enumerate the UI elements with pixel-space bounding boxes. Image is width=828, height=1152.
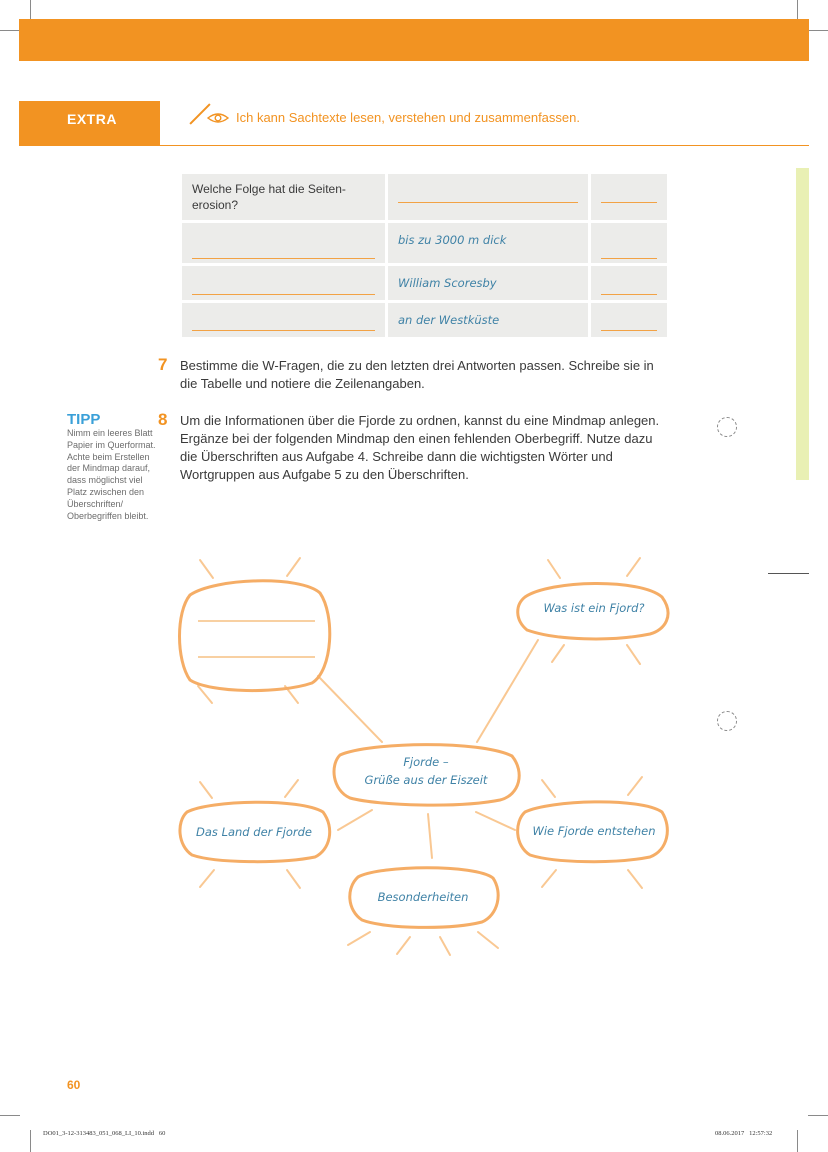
mindmap-label-entstehen: Wie Fjorde entstehen xyxy=(532,824,656,838)
mindmap-label-fjord: Was ist ein Fjord? xyxy=(543,601,645,615)
mindmap-node-empty xyxy=(180,581,330,691)
mindmap-label-land: Das Land der Fjorde xyxy=(196,825,312,839)
learning-objective: Ich kann Sachtexte lesen, verstehen und zusammenfassen. xyxy=(236,110,580,125)
mindmap-label-besonderheiten: Besonderheiten xyxy=(377,890,469,904)
tipp-heading: TIPP xyxy=(67,411,101,428)
footer-file-info: DO01_3-12-313483_051_068_LI_10.indd 60 xyxy=(43,1130,166,1137)
extra-tab-label: EXTRA xyxy=(67,111,117,127)
mindmap-label-center-2: Grüße aus der Eiszeit xyxy=(364,773,488,787)
task-number: 8 xyxy=(158,410,168,429)
mindmap-connector xyxy=(428,814,432,858)
mindmap-connector xyxy=(477,640,538,742)
footer-timestamp: 08.06.2017 12:57:32 xyxy=(715,1130,773,1137)
task-number: 7 xyxy=(158,355,168,374)
mindmap-label-center-1: Fjorde – xyxy=(403,755,449,769)
mindmap-connector xyxy=(338,810,372,830)
table-answer: William Scoresby xyxy=(398,276,497,290)
table-question: Welche Folge hat die Seiten- erosion? xyxy=(192,182,346,212)
mindmap-connector xyxy=(318,676,382,742)
task-text: Um die Informationen über die Fjorde zu ordnen, kannst du eine Mindmap anlegen. Ergänze bei der folgenden Mindmap den einen fehlenden Oberbegriff. Nutze dazu die Überschriften aus Aufgabe 4. Schreibe dann die wichtigsten Wörter und Wortgruppen aus Aufgabe 5 zu den Überschriften. xyxy=(180,413,660,482)
task-text: Bestimme die W-Fragen, die zu den letzten drei Antworten passen. Schreibe sie in die Tabelle und notiere die Zeilenangaben. xyxy=(180,358,654,391)
page-number: 60 xyxy=(67,1078,81,1092)
tipp-text: Nimm ein leeres Blatt Papier im Querformat. Achte beim Erstellen der Mindmap darauf, dass möglichst viel Platz zwischen den Überschriften/ Oberbegriffen bleibt. xyxy=(67,428,156,521)
table-answer: bis zu 3000 m dick xyxy=(398,233,507,247)
table-answer: an der Westküste xyxy=(398,313,500,327)
mindmap-connector xyxy=(476,812,515,830)
